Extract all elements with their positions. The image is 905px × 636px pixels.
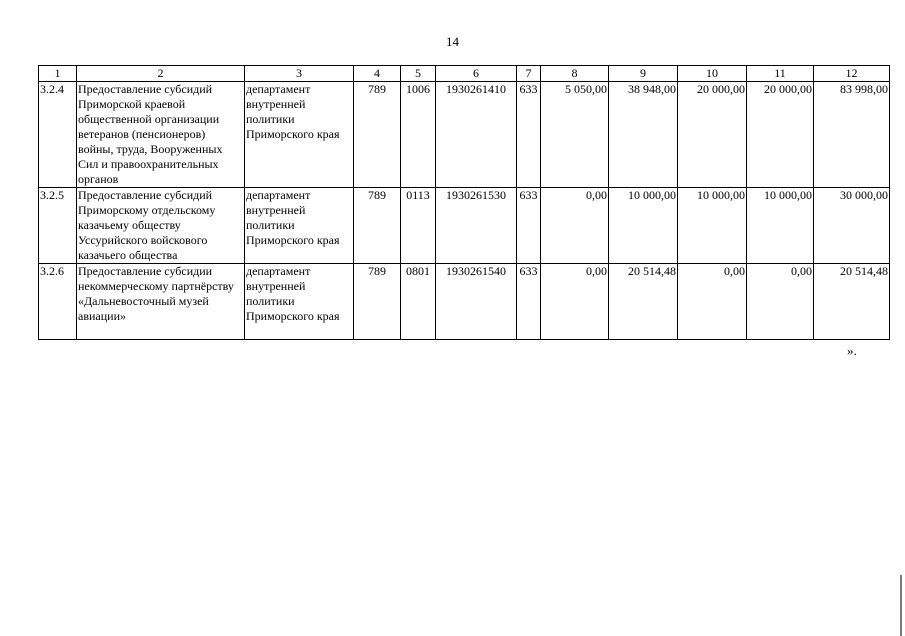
row-number: 3.2.5 (39, 188, 77, 264)
amount-cell: 38 948,00 (609, 82, 678, 188)
amount-cell: 10 000,00 (747, 188, 814, 264)
amount-cell: 0,00 (541, 264, 609, 340)
amount-cell: 20 000,00 (747, 82, 814, 188)
amount-cell: 0,00 (747, 264, 814, 340)
amount-cell: 20 000,00 (678, 82, 747, 188)
code-cell: 1930261530 (436, 188, 517, 264)
table-row (39, 82, 890, 188)
code-cell: 633 (517, 188, 541, 264)
scan-edge-mark (900, 575, 902, 636)
closing-quote-mark: ». (847, 343, 857, 358)
amount-cell: 20 514,48 (609, 264, 678, 340)
code-cell: 1930261410 (436, 82, 517, 188)
header-cell: 10 (678, 66, 747, 82)
amount-cell: 10 000,00 (609, 188, 678, 264)
code-cell: 633 (517, 82, 541, 188)
amount-cell: 20 514,48 (814, 264, 890, 340)
header-cell: 3 (245, 66, 354, 82)
header-cell: 9 (609, 66, 678, 82)
amount-cell: 5 050,00 (541, 82, 609, 188)
header-cell: 1 (39, 66, 77, 82)
code-cell: 1930261540 (436, 264, 517, 340)
code-cell: 633 (517, 264, 541, 340)
executor: департамент внутренней политики Приморского края (245, 188, 354, 264)
header-cell: 4 (354, 66, 401, 82)
header-cell: 2 (77, 66, 245, 82)
activity-name: Предоставление субсидий Приморской краевой общественной организации ветеранов (пенсионеров) войны, труда, Вооруженных Сил и правоохранительных органов (77, 82, 245, 188)
row-number: 3.2.6 (39, 264, 77, 340)
code-cell: 0113 (401, 188, 436, 264)
table-row (39, 264, 890, 340)
header-cell: 5 (401, 66, 436, 82)
header-row (39, 66, 890, 82)
code-cell: 789 (354, 188, 401, 264)
header-cell: 12 (814, 66, 890, 82)
budget-table (38, 65, 890, 340)
row-number: 3.2.4 (39, 82, 77, 188)
header-cell: 7 (517, 66, 541, 82)
amount-cell: 10 000,00 (678, 188, 747, 264)
header-cell: 6 (436, 66, 517, 82)
header-cell: 11 (747, 66, 814, 82)
page-number: 14 (446, 34, 459, 49)
amount-cell: 0,00 (541, 188, 609, 264)
code-cell: 789 (354, 264, 401, 340)
code-cell: 0801 (401, 264, 436, 340)
activity-name: Предоставление субсидий Приморскому отдельскому казачьему обществу Уссурийского войскового казачьего общества (77, 188, 245, 264)
code-cell: 789 (354, 82, 401, 188)
table-row (39, 188, 890, 264)
amount-cell: 30 000,00 (814, 188, 890, 264)
amount-cell: 83 998,00 (814, 82, 890, 188)
executor: департамент внутренней политики Приморского края (245, 264, 354, 340)
header-cell: 8 (541, 66, 609, 82)
code-cell: 1006 (401, 82, 436, 188)
executor: департамент внутренней политики Приморского края (245, 82, 354, 188)
activity-name: Предоставление субсидии некоммерческому партнёрству «Дальневосточный музей авиации» (77, 264, 245, 340)
amount-cell: 0,00 (678, 264, 747, 340)
